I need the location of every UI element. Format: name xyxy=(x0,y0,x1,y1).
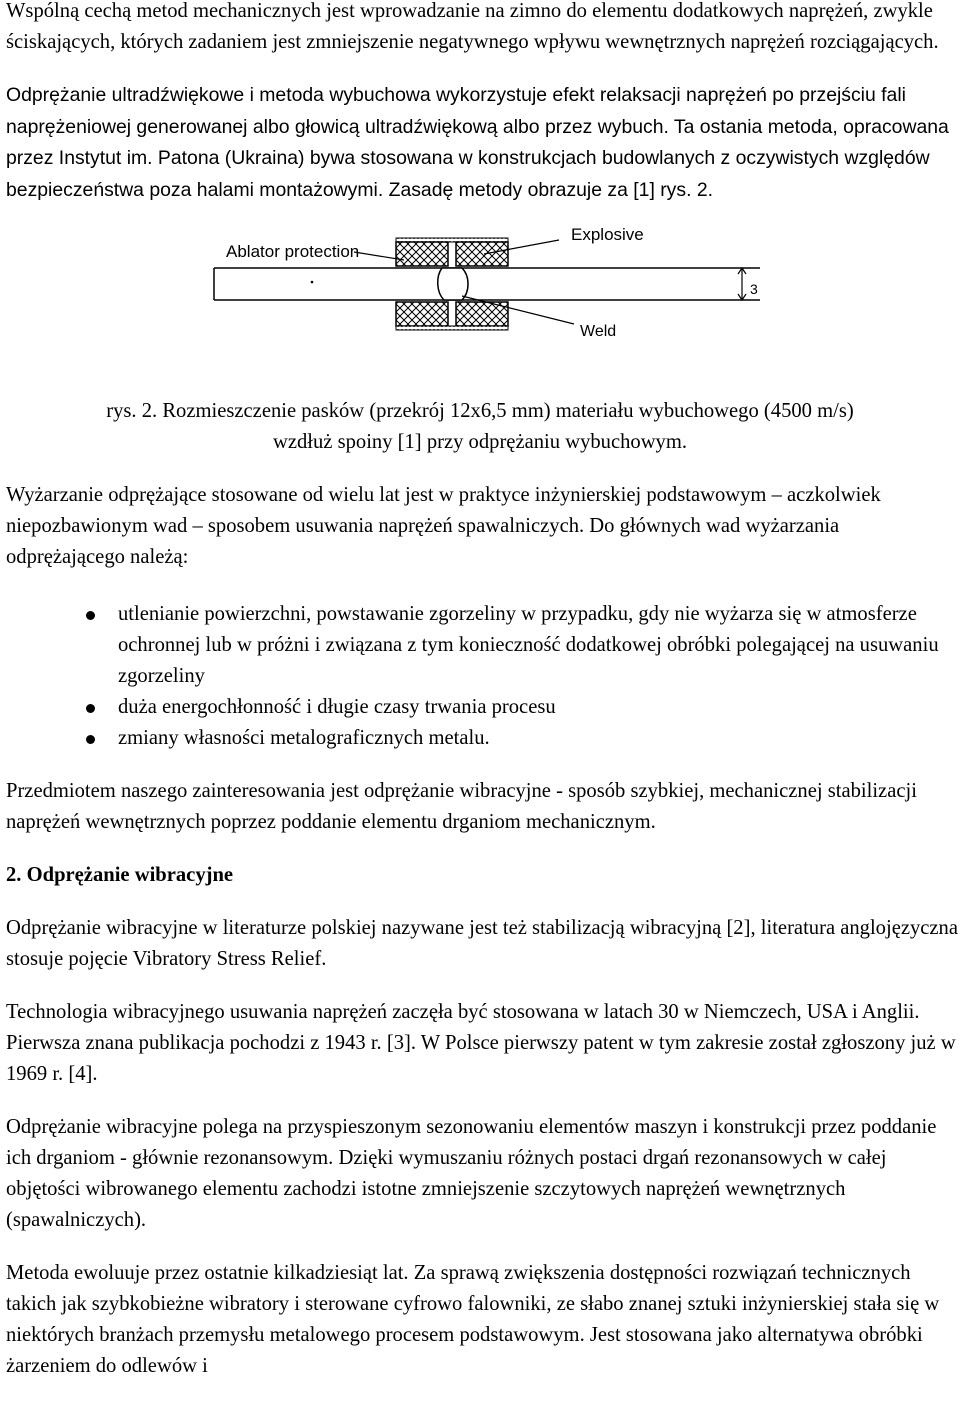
label-weld: Weld xyxy=(580,323,617,340)
bottom-ablator-layer xyxy=(396,326,508,330)
list-item xyxy=(6,723,958,754)
bullet-icon xyxy=(86,611,95,620)
annealing-drawbacks-list xyxy=(6,599,958,754)
bullet-icon xyxy=(86,735,95,744)
list-item-text: zmiany własności metalograficznych metalu. xyxy=(118,727,490,749)
label-thickness: 3 xyxy=(750,281,758,297)
list-item xyxy=(6,599,958,692)
paragraph-vibratory-interest: Przedmiotem naszego zainteresowania jest odprężanie wibracyjne - sposób szybkiej, mechanicznej stabilizacji naprężeń wewnętrznych poprzez poddanie elementu drganiom mechanicznym. xyxy=(6,780,917,833)
caption-line-1: rys. 2. Rozmieszczenie pasków (przekrój 12x6,5 mm) materiału wybuchowego (4500 m/s) xyxy=(106,400,854,422)
list-item xyxy=(6,692,958,723)
paragraph-terminology: Odprężanie wibracyjne w literaturze polskiej nazywane jest też stabilizacją wibracyjną [2], literatura anglojęzyczna stosuje pojęcie Vibratory Stress Relief. xyxy=(6,917,958,970)
list-item-text: utlenianie powierzchni, powstawanie zgorzeliny w przypadku, gdy nie wyżarza się w atmosferze ochronnej lub w próżni i związana z tym konieczność dodatkowej obróbki polegającej na usuwaniu zgorzeliny xyxy=(118,603,939,687)
document-page xyxy=(6,0,958,1382)
paragraph-mechanical-methods: Wspólną cechą metod mechanicznych jest wprowadzanie na zimno do elementu dodatkowych naprężeń, zwykle ściskających, których zadaniem jest zmniejszenie negatywnego wpływu wewnętrznych naprężeń rozciągających. xyxy=(6,0,939,53)
paragraph-history: Technologia wibracyjnego usuwania naprężeń zaczęła być stosowana w latach 30 w Niemczech, USA i Anglii. Pierwsza znana publikacja pochodzi z 1943 r. [3]. W Polsce pierwszy patent w tym zakresie został zgłoszony już w 1969 r. [4]. xyxy=(6,1001,956,1085)
bottom-explosive-left xyxy=(396,302,448,326)
list-item-text: duża energochłonność i długie czasy trwania procesu xyxy=(118,696,556,718)
caption-line-2: wzdłuż spoiny [1] przy odprężaniu wybuchowym. xyxy=(272,431,688,453)
section-heading: 2. Odprężanie wibracyjne xyxy=(6,864,234,886)
paragraph-explosive-method: Odprężanie ultradźwiękowe i metoda wybuchowa wykorzystuje efekt relaksacji naprężeń po przejściu fali naprężeniowej generowanej albo głowicą ultradźwiękową albo przez wybuch. Ta ostania metoda, opracowana przez Instytut im. Patona (Ukraina) bywa stosowana w konstrukcjach budowlanych z oczywistych względów bezpieczeństwa poza halami montażowymi. Zasadę metody obrazuje za [1] rys. 2. xyxy=(6,84,949,201)
figure-explosive-stress-relief xyxy=(6,224,958,376)
bullet-icon xyxy=(86,704,95,713)
top-explosive-right xyxy=(456,242,508,266)
plate-mark xyxy=(311,281,314,284)
paragraph-evolution: Metoda ewoluuje przez ostatnie kilkadziesiąt lat. Za sprawą zwiększenia dostępności rozwiązań technicznych takich jak szybkobieżne wibratory i sterowane cyfrowo falowniki, ze słabo znanej sztuki inżynierskiej stała się w niektórych branżach przemysłu metalowego procesem podstawowym. Jest stosowana jako alternatywa obróbki żarzeniem do odlewów i xyxy=(6,1262,940,1377)
explosive-diagram xyxy=(204,224,764,354)
figure-caption xyxy=(0,396,960,458)
paragraph-annealing: Wyżarzanie odprężające stosowane od wielu lat jest w praktyce inżynierskiej podstawowym – aczkolwiek niepozbawionym wad – sposobem usuwania naprężeń spawalniczych. Do głównych wad wyżarzania odprężającego należą: xyxy=(6,484,881,568)
weld-bead xyxy=(438,268,468,300)
paragraph-principle: Odprężanie wibracyjne polega na przyspieszonym sezonowaniu elementów maszyn i konstrukcji przez poddanie ich drganiom - głównie rezonansowym. Dzięki wymuszaniu różnych postaci drgań rezonansowych w całej objętości wibrowanego elementu zachodzi istotne zmniejszenie szczytowych naprężeń wewnętrznych (spawalniczych). xyxy=(6,1116,937,1231)
top-explosive-left xyxy=(396,242,448,266)
label-ablator-protection: Ablator protection xyxy=(226,242,360,261)
label-explosive: Explosive xyxy=(571,225,644,244)
